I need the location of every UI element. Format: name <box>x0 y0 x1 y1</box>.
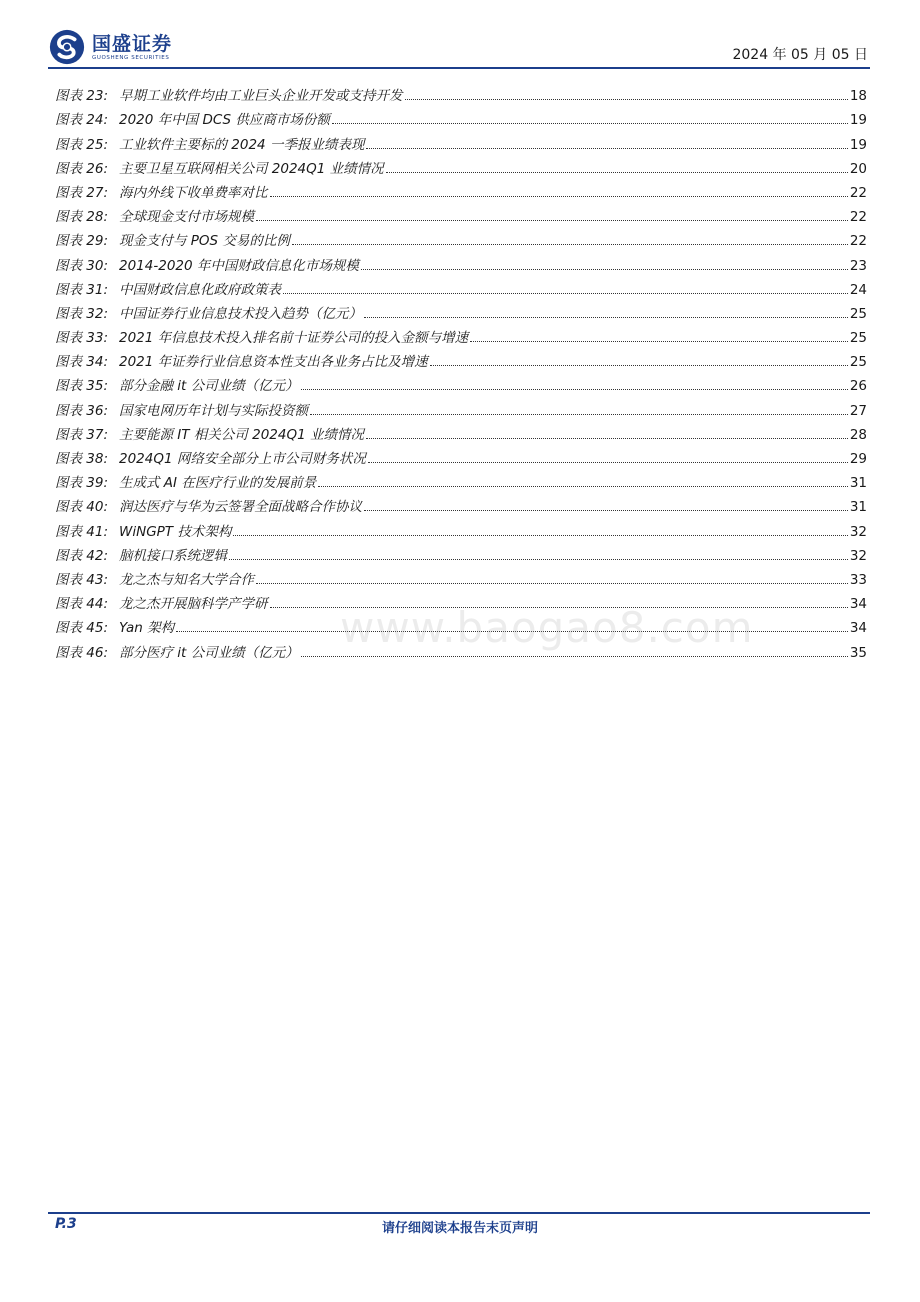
toc-leader-dots <box>256 583 848 584</box>
toc-entry-label <box>55 133 364 153</box>
toc-entry-title: 海内外线下收单费率对比 <box>119 184 268 201</box>
toc-entry-title: 中国证券行业信息技术投入趋势（亿元） <box>119 305 362 322</box>
toc-entry-page: 27 <box>849 402 867 419</box>
toc-entry-prefix: 图表 46: <box>55 644 109 661</box>
toc-leader-dots <box>368 462 848 463</box>
toc-entry-label <box>55 423 364 443</box>
toc-entry-prefix: 图表 41: <box>55 523 109 540</box>
toc-entry-prefix: 图表 40: <box>55 499 109 516</box>
toc-entry-page: 24 <box>849 281 867 298</box>
toc-entry-page: 35 <box>849 644 867 661</box>
toc-entry-title: 部分医疗 it 公司业绩（亿元） <box>119 644 299 661</box>
toc-entry[interactable] <box>55 153 867 177</box>
toc-entry-label <box>55 399 308 419</box>
toc-entry[interactable] <box>55 370 867 394</box>
toc-entry-label <box>55 520 231 540</box>
toc-entry[interactable] <box>55 419 867 443</box>
toc-leader-dots <box>301 656 848 657</box>
toc-entry[interactable] <box>55 346 867 370</box>
toc-leader-dots <box>229 559 848 560</box>
logo-cn-text: 国盛证券 <box>92 32 173 55</box>
toc-entry-page: 19 <box>849 136 867 153</box>
toc-leader-dots <box>405 99 848 100</box>
toc-entry-title: 部分金融 it 公司业绩（亿元） <box>119 378 299 395</box>
toc-entry[interactable] <box>55 249 867 273</box>
toc-leader-dots <box>366 438 848 439</box>
toc-entry-prefix: 图表 32: <box>55 305 109 322</box>
toc-entry-title: 2020 年中国 DCS 供应商市场份额 <box>119 112 330 129</box>
toc-leader-dots <box>470 341 848 342</box>
toc-leader-dots <box>256 220 848 221</box>
toc-leader-dots <box>270 196 848 197</box>
toc-entry-label <box>55 205 254 225</box>
toc-entry[interactable] <box>55 274 867 298</box>
toc-entry-title: 早期工业软件均由工业巨头企业开发或支持开发 <box>119 88 403 105</box>
toc-entry-prefix: 图表 42: <box>55 547 109 564</box>
toc-entry-prefix: 图表 24: <box>55 112 109 129</box>
toc-entry[interactable] <box>55 298 867 322</box>
toc-entry-page: 34 <box>849 596 867 613</box>
toc-entry-label <box>55 471 316 491</box>
toc-entry-label <box>55 641 299 661</box>
toc-leader-dots <box>283 293 848 294</box>
toc-leader-dots <box>364 510 848 511</box>
toc-entry-title: 润达医疗与华为云签署全面战略合作协议 <box>119 499 362 516</box>
toc-entry-title: 国家电网历年计划与实际投资额 <box>119 402 308 419</box>
toc-entry[interactable] <box>55 128 867 152</box>
toc-entry-prefix: 图表 25: <box>55 136 109 153</box>
toc-leader-dots <box>310 414 848 415</box>
toc-entry-prefix: 图表 23: <box>55 88 109 105</box>
toc-entry-label <box>55 592 268 612</box>
toc-entry-page: 20 <box>849 160 867 177</box>
toc-entry-title: 龙之杰与知名大学合作 <box>119 571 254 588</box>
toc-entry-label <box>55 229 290 249</box>
toc-entry-page: 18 <box>849 88 867 105</box>
toc-entry-title: 2021 年证券行业信息资本性支出各业务占比及增速 <box>119 354 428 371</box>
guosheng-logo-icon <box>48 28 86 66</box>
toc-entry-label <box>55 350 428 370</box>
page-number: P.3 <box>55 1216 77 1232</box>
logo-en-text: GUOSHENG SECURITIES <box>92 54 170 61</box>
toc-entry-page: 28 <box>849 426 867 443</box>
toc-entry-title: WiNGPT 技术架构 <box>119 523 232 540</box>
toc-entry-label <box>55 254 359 274</box>
disclaimer-note: 请仔细阅读本报告末页声明 <box>381 1221 538 1236</box>
toc-entry-prefix: 图表 33: <box>55 330 109 347</box>
toc-entry-page: 29 <box>849 451 867 467</box>
toc-entry-prefix: 图表 45: <box>55 620 109 637</box>
toc-entry-page: 22 <box>849 209 867 226</box>
toc-leader-dots <box>233 535 847 536</box>
figure-index <box>55 80 867 661</box>
toc-entry-page: 31 <box>849 475 867 492</box>
toc-entry-prefix: 图表 30: <box>55 257 109 274</box>
toc-entry-title: 现金支付与 POS 交易的比例 <box>119 233 290 250</box>
report-date: 2024 年 05 月 05 日 <box>732 47 868 63</box>
toc-entry-page: 25 <box>849 354 867 371</box>
toc-entry-label <box>55 447 366 467</box>
toc-entry-label <box>55 302 362 322</box>
toc-entry[interactable] <box>55 540 867 564</box>
toc-entry-prefix: 图表 36: <box>55 402 109 419</box>
toc-entry-page: 32 <box>849 523 867 540</box>
toc-entry-title: 全球现金支付市场规模 <box>119 209 254 226</box>
toc-entry-prefix: 图表 34: <box>55 354 109 371</box>
toc-entry[interactable] <box>55 491 867 515</box>
toc-entry-title: 脑机接口系统逻辑 <box>119 547 227 564</box>
toc-leader-dots <box>318 486 848 487</box>
page-header <box>48 28 870 70</box>
header-divider <box>48 67 870 69</box>
toc-entry-title: 龙之杰开展脑科学产学研 <box>119 596 268 613</box>
toc-entry-prefix: 图表 28: <box>55 209 109 226</box>
toc-entry[interactable] <box>55 515 867 539</box>
toc-entry-label <box>55 157 384 177</box>
toc-entry-label <box>55 278 281 298</box>
toc-entry-page: 32 <box>849 547 867 564</box>
toc-entry-prefix: 图表 37: <box>55 426 109 443</box>
toc-entry-page: 22 <box>849 233 867 250</box>
watermark: www.baogao8.com <box>340 603 754 652</box>
toc-entry-title: 2021 年信息技术投入排名前十证券公司的投入金额与增速 <box>119 330 469 347</box>
toc-entry-prefix: 图表 38: <box>55 451 109 467</box>
toc-entry-page: 25 <box>849 305 867 322</box>
toc-entry-page: 23 <box>849 257 867 274</box>
toc-entry[interactable] <box>55 394 867 418</box>
toc-entry-label <box>55 108 330 128</box>
toc-leader-dots <box>292 244 848 245</box>
toc-entry-prefix: 图表 29: <box>55 233 109 250</box>
toc-entry-label <box>55 544 227 564</box>
toc-entry-page: 25 <box>849 330 867 347</box>
toc-entry-page: 31 <box>849 499 867 516</box>
toc-entry-label <box>55 495 362 515</box>
toc-entry[interactable] <box>55 201 867 225</box>
toc-entry-label <box>55 374 299 394</box>
company-logo <box>48 28 172 66</box>
toc-entry-prefix: 图表 27: <box>55 184 109 201</box>
toc-entry-page: 22 <box>849 184 867 201</box>
toc-entry[interactable] <box>55 467 867 491</box>
toc-entry[interactable] <box>55 177 867 201</box>
toc-entry-page: 19 <box>849 112 867 129</box>
toc-entry-title: 2014-2020 年中国财政信息化市场规模 <box>119 257 359 274</box>
toc-entry-label <box>55 84 403 104</box>
toc-entry-page: 26 <box>849 378 867 395</box>
toc-leader-dots <box>361 269 848 270</box>
toc-entry-title: 生成式 AI 在医疗行业的发展前景 <box>119 475 317 492</box>
toc-entry-prefix: 图表 31: <box>55 281 109 298</box>
toc-entry-title: 主要卫星互联网相关公司 2024Q1 业绩情况 <box>119 160 384 177</box>
toc-leader-dots <box>301 389 848 390</box>
toc-entry-prefix: 图表 44: <box>55 596 109 613</box>
toc-entry-label <box>55 616 174 636</box>
toc-entry-page: 33 <box>849 571 867 588</box>
toc-entry-prefix: 图表 39: <box>55 475 109 492</box>
toc-leader-dots <box>364 317 848 318</box>
toc-leader-dots <box>430 365 848 366</box>
toc-entry-prefix: 图表 35: <box>55 378 109 395</box>
toc-entry-prefix: 图表 43: <box>55 571 109 588</box>
toc-entry-page: 34 <box>849 620 867 637</box>
toc-entry[interactable] <box>55 225 867 249</box>
toc-entry-label <box>55 568 254 588</box>
toc-entry[interactable] <box>55 443 867 467</box>
toc-entry-prefix: 图表 26: <box>55 160 109 177</box>
toc-entry[interactable] <box>55 104 867 128</box>
toc-entry-title: 工业软件主要标的 2024 一季报业绩表现 <box>119 136 365 153</box>
toc-entry-label <box>55 181 268 201</box>
footer-divider <box>48 1212 870 1214</box>
toc-entry[interactable] <box>55 80 867 104</box>
toc-entry[interactable] <box>55 564 867 588</box>
toc-leader-dots <box>366 148 847 149</box>
toc-entry-label <box>55 326 468 346</box>
toc-entry-title: Yan 架构 <box>119 620 175 637</box>
toc-entry-title: 2024Q1 网络安全部分上市公司财务状况 <box>119 451 366 467</box>
toc-entry-title: 中国财政信息化政府政策表 <box>119 281 281 298</box>
toc-entry[interactable] <box>55 322 867 346</box>
toc-leader-dots <box>386 172 848 173</box>
toc-entry-title: 主要能源 IT 相关公司 2024Q1 业绩情况 <box>119 426 364 443</box>
toc-leader-dots <box>332 123 848 124</box>
